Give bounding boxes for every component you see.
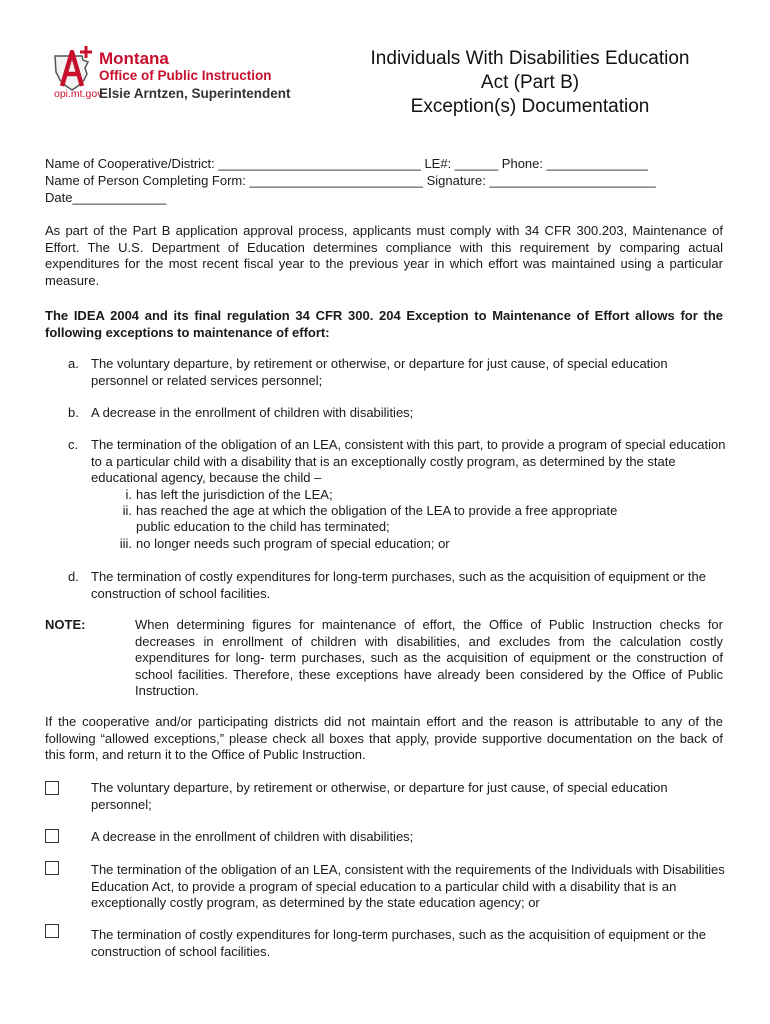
note-text: When determining figures for maintenance of effort, the Office of Public Instruction checks for decreases in enrollment of children with disabilities, and excludes from the calculation costly expenditures for long- term purchases, such as the acquisition of equipment or the construction of school facilities. Therefore, these exceptions have already been considered by the Office of Public Instruction. [135, 617, 723, 698]
sub-item-ii-num: ii. [122, 503, 132, 518]
logo-url: opi.mt.gov [54, 88, 103, 100]
form-field-date: Date_____________ [45, 190, 167, 205]
sub-item-i-num: i. [125, 487, 132, 502]
checkbox-costly-program[interactable] [45, 861, 59, 875]
document-title [330, 47, 730, 119]
exception-b-text: A decrease in the enrollment of children with disabilities; [91, 405, 414, 420]
form-field-cooperative-le-phone: Name of Cooperative/District: ____________________________ LE#: ______ Phone: ______________ [45, 156, 648, 171]
exceptions-heading: The IDEA 2004 and its final regulation 34 CFR 300. 204 Exception to Maintenance of Effort allows for the following exceptions to maintenance of effort: [45, 308, 723, 340]
checkbox-voluntary-departure[interactable] [45, 781, 59, 795]
title-line-2: Act (Part B) [480, 72, 580, 93]
logo-superintendent: Elsie Arntzen, Superintendent [99, 86, 291, 101]
sub-item-i-text: has left the jurisdiction of the LEA; [136, 487, 333, 502]
montana-a-plus-logo-icon [52, 46, 96, 92]
exception-c-text: The termination of the obligation of an LEA, consistent with this part, to provide a program of special education to a particular child with a disability that is an exceptionally costly program, as determined by the state educational agency, because the child – [91, 437, 726, 485]
checkbox-long-term-purchases-label: The termination of costly expenditures for long-term purchases, such as the acquisition of equipment or the construction of school facilities. [91, 927, 706, 959]
logo-line-office: Office of Public Instruction [99, 68, 272, 83]
instructions-paragraph: If the cooperative and/or participating districts did not maintain effort and the reason is attributable to any of the following “allowed exceptions,” please check all boxes that apply, provide supportive documentation on the back of this form, and return it to the Office of Public Instruction. [45, 714, 723, 762]
sub-item-iii-num: iii. [119, 536, 132, 551]
sub-item-ii-continued: public education to the child has terminated; [136, 519, 390, 534]
checkbox-costly-program-label: The termination of the obligation of an LEA, consistent with the requirements of the Individuals with Disabilities Education Act, to provide a program of special education to a particular child with a disability that is an exceptionally costly program, as determined by the state education agency; or [91, 862, 725, 910]
exception-d-letter: d. [68, 569, 79, 584]
title-line-1: Individuals With Disabilities Education [370, 48, 690, 69]
sub-item-iii-text: no longer needs such program of special education; or [136, 536, 450, 551]
exception-c-letter: c. [68, 437, 79, 452]
checkbox-voluntary-departure-label: The voluntary departure, by retirement or otherwise, or departure for just cause, of special education personnel; [91, 780, 668, 812]
title-line-3: Exception(s) Documentation [410, 96, 650, 117]
exception-d-text: The termination of costly expenditures for long-term purchases, such as the acquisition of equipment or the construction of school facilities. [91, 569, 706, 601]
exception-a-text: The voluntary departure, by retirement or otherwise, or departure for just cause, of special education personnel or related services personnel; [91, 356, 668, 388]
intro-paragraph: As part of the Part B application approval process, applicants must comply with 34 CFR 300.203, Maintenance of Effort. The U.S. Department of Education determines compliance with this requirement by comparing actual expenditures for the most recent fiscal year to the previous year in which effort was maintained using a particular measure. [45, 223, 723, 288]
checkbox-enrollment-decrease[interactable] [45, 829, 59, 843]
logo-line-montana: Montana [99, 49, 169, 68]
opi-logo [52, 46, 292, 106]
note-label: NOTE: [45, 617, 86, 632]
form-field-person-signature: Name of Person Completing Form: ________________________ Signature: _______________________ [45, 173, 656, 188]
checkbox-enrollment-decrease-label: A decrease in the enrollment of children with disabilities; [91, 829, 414, 844]
exception-b-letter: b. [68, 405, 79, 420]
checkbox-long-term-purchases[interactable] [45, 924, 59, 938]
sub-item-ii-text: has reached the age at which the obligation of the LEA to provide a free appropriate [136, 503, 618, 518]
exception-a-letter: a. [68, 356, 79, 371]
